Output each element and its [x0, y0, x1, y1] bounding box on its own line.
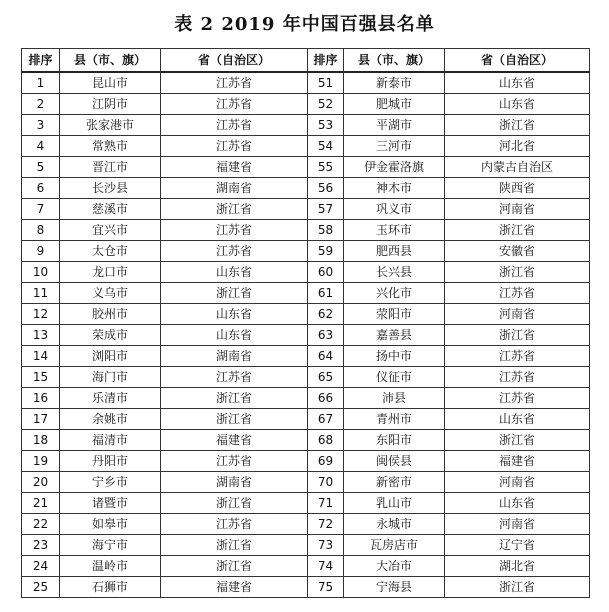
rank-cell: 11 [22, 283, 60, 304]
county-cell: 新密市 [344, 472, 445, 493]
county-cell: 扬中市 [344, 346, 445, 367]
county-cell: 海门市 [60, 367, 161, 388]
rank-cell: 24 [22, 556, 60, 577]
table-row [22, 451, 590, 472]
rank-cell: 60 [308, 262, 344, 283]
table-row [22, 72, 590, 94]
county-cell: 太仓市 [60, 241, 161, 262]
county-cell: 嘉善县 [344, 325, 445, 346]
rank-cell: 65 [308, 367, 344, 388]
rank-cell: 16 [22, 388, 60, 409]
county-cell: 长兴县 [344, 262, 445, 283]
rank-cell: 4 [22, 136, 60, 157]
province-cell: 浙江省 [161, 409, 308, 430]
province-cell: 山东省 [445, 409, 590, 430]
province-cell: 江苏省 [445, 388, 590, 409]
rank-cell: 58 [308, 220, 344, 241]
rank-cell: 23 [22, 535, 60, 556]
county-cell: 余姚市 [60, 409, 161, 430]
province-cell: 江苏省 [161, 241, 308, 262]
rank-cell: 10 [22, 262, 60, 283]
province-cell: 浙江省 [445, 115, 590, 136]
province-cell: 山东省 [445, 493, 590, 514]
county-cell: 宜兴市 [60, 220, 161, 241]
county-cell: 仪征市 [344, 367, 445, 388]
county-cell: 平湖市 [344, 115, 445, 136]
province-cell: 江苏省 [161, 115, 308, 136]
county-cell: 东阳市 [344, 430, 445, 451]
province-cell: 江苏省 [161, 72, 308, 94]
table-title: 表 2 2019 年中国百强县名单 [174, 14, 435, 35]
county-cell: 胶州市 [60, 304, 161, 325]
rank-cell: 53 [308, 115, 344, 136]
province-cell: 内蒙古自治区 [445, 157, 590, 178]
header-province-right: 省（自治区） [445, 49, 590, 73]
province-cell: 江苏省 [161, 220, 308, 241]
table-row [22, 94, 590, 115]
rank-cell: 5 [22, 157, 60, 178]
province-cell: 山东省 [161, 304, 308, 325]
province-cell: 山东省 [161, 262, 308, 283]
rank-cell: 1 [22, 72, 60, 94]
rank-cell: 9 [22, 241, 60, 262]
county-cell: 永城市 [344, 514, 445, 535]
rank-cell: 64 [308, 346, 344, 367]
table-row [22, 367, 590, 388]
province-cell: 浙江省 [445, 577, 590, 598]
province-cell: 浙江省 [161, 535, 308, 556]
province-cell: 江苏省 [161, 136, 308, 157]
rank-cell: 14 [22, 346, 60, 367]
rank-cell: 2 [22, 94, 60, 115]
table-row [22, 535, 590, 556]
county-cell: 长沙县 [60, 178, 161, 199]
county-cell: 如皋市 [60, 514, 161, 535]
county-cell: 宁乡市 [60, 472, 161, 493]
province-cell: 浙江省 [445, 220, 590, 241]
province-cell: 江苏省 [161, 94, 308, 115]
county-cell: 瓦房店市 [344, 535, 445, 556]
rank-cell: 18 [22, 430, 60, 451]
province-cell: 河南省 [445, 472, 590, 493]
county-cell: 乐清市 [60, 388, 161, 409]
province-cell: 福建省 [161, 157, 308, 178]
county-cell: 宁海县 [344, 577, 445, 598]
rank-cell: 13 [22, 325, 60, 346]
rank-cell: 72 [308, 514, 344, 535]
rank-cell: 17 [22, 409, 60, 430]
rank-cell: 12 [22, 304, 60, 325]
rank-cell: 6 [22, 178, 60, 199]
table-row [22, 472, 590, 493]
county-cell: 海宁市 [60, 535, 161, 556]
county-cell: 福清市 [60, 430, 161, 451]
county-cell: 神木市 [344, 178, 445, 199]
table-row [22, 304, 590, 325]
province-cell: 辽宁省 [445, 535, 590, 556]
rank-cell: 8 [22, 220, 60, 241]
province-cell: 浙江省 [161, 283, 308, 304]
county-cell: 龙口市 [60, 262, 161, 283]
rank-cell: 70 [308, 472, 344, 493]
rank-cell: 25 [22, 577, 60, 598]
rank-cell: 75 [308, 577, 344, 598]
table-row [22, 136, 590, 157]
province-cell: 江苏省 [161, 451, 308, 472]
province-cell: 浙江省 [161, 493, 308, 514]
table-row [22, 556, 590, 577]
county-cell: 荣成市 [60, 325, 161, 346]
province-cell: 福建省 [161, 577, 308, 598]
county-cell: 大冶市 [344, 556, 445, 577]
province-cell: 山东省 [445, 72, 590, 94]
province-cell: 湖南省 [161, 346, 308, 367]
county-cell: 青州市 [344, 409, 445, 430]
rank-cell: 22 [22, 514, 60, 535]
province-cell: 河南省 [445, 304, 590, 325]
rank-cell: 15 [22, 367, 60, 388]
province-cell: 浙江省 [445, 325, 590, 346]
province-cell: 浙江省 [161, 388, 308, 409]
rank-cell: 61 [308, 283, 344, 304]
rank-cell: 20 [22, 472, 60, 493]
rank-cell: 21 [22, 493, 60, 514]
rank-cell: 3 [22, 115, 60, 136]
province-cell: 福建省 [161, 430, 308, 451]
province-cell: 湖北省 [445, 556, 590, 577]
ranking-table [21, 48, 590, 598]
province-cell: 湖南省 [161, 472, 308, 493]
county-cell: 沛县 [344, 388, 445, 409]
province-cell: 河南省 [445, 514, 590, 535]
table-row [22, 199, 590, 220]
province-cell: 安徽省 [445, 241, 590, 262]
county-cell: 义乌市 [60, 283, 161, 304]
province-cell: 江苏省 [445, 283, 590, 304]
province-cell: 江苏省 [161, 367, 308, 388]
county-cell: 常熟市 [60, 136, 161, 157]
county-cell: 三河市 [344, 136, 445, 157]
county-cell: 石狮市 [60, 577, 161, 598]
table-row [22, 493, 590, 514]
county-cell: 温岭市 [60, 556, 161, 577]
rank-cell: 56 [308, 178, 344, 199]
county-cell: 昆山市 [60, 72, 161, 94]
table-row [22, 115, 590, 136]
province-cell: 浙江省 [161, 556, 308, 577]
table-row [22, 283, 590, 304]
table-row [22, 409, 590, 430]
table-row [22, 262, 590, 283]
county-cell: 巩义市 [344, 199, 445, 220]
county-cell: 兴化市 [344, 283, 445, 304]
province-cell: 河北省 [445, 136, 590, 157]
rank-cell: 67 [308, 409, 344, 430]
header-county-right: 县（市、旗） [344, 49, 445, 73]
county-cell: 张家港市 [60, 115, 161, 136]
table-row [22, 346, 590, 367]
rank-cell: 55 [308, 157, 344, 178]
rank-cell: 51 [308, 72, 344, 94]
rank-cell: 74 [308, 556, 344, 577]
rank-cell: 59 [308, 241, 344, 262]
county-cell: 肥城市 [344, 94, 445, 115]
header-row [22, 49, 590, 73]
table-row [22, 220, 590, 241]
rank-cell: 62 [308, 304, 344, 325]
county-cell: 晋江市 [60, 157, 161, 178]
table-row [22, 157, 590, 178]
table-row [22, 430, 590, 451]
county-cell: 江阴市 [60, 94, 161, 115]
table-row [22, 388, 590, 409]
table-row [22, 577, 590, 598]
rank-cell: 68 [308, 430, 344, 451]
table-row [22, 178, 590, 199]
rank-cell: 7 [22, 199, 60, 220]
table-row [22, 325, 590, 346]
province-cell: 江苏省 [161, 514, 308, 535]
header-rank-left: 排序 [22, 49, 60, 73]
province-cell: 湖南省 [161, 178, 308, 199]
county-cell: 慈溪市 [60, 199, 161, 220]
rank-cell: 69 [308, 451, 344, 472]
county-cell: 丹阳市 [60, 451, 161, 472]
county-cell: 玉环市 [344, 220, 445, 241]
header-rank-right: 排序 [308, 49, 344, 73]
rank-cell: 71 [308, 493, 344, 514]
county-cell: 诸暨市 [60, 493, 161, 514]
table-row [22, 241, 590, 262]
province-cell: 福建省 [445, 451, 590, 472]
header-province-left: 省（自治区） [161, 49, 308, 73]
province-cell: 浙江省 [445, 262, 590, 283]
county-cell: 新泰市 [344, 72, 445, 94]
province-cell: 江苏省 [445, 367, 590, 388]
province-cell: 浙江省 [445, 430, 590, 451]
rank-cell: 73 [308, 535, 344, 556]
rank-cell: 66 [308, 388, 344, 409]
rank-cell: 57 [308, 199, 344, 220]
province-cell: 江苏省 [445, 346, 590, 367]
rank-cell: 63 [308, 325, 344, 346]
province-cell: 河南省 [445, 199, 590, 220]
province-cell: 山东省 [445, 94, 590, 115]
table-row [22, 514, 590, 535]
county-cell: 闽侯县 [344, 451, 445, 472]
county-cell: 浏阳市 [60, 346, 161, 367]
rank-cell: 54 [308, 136, 344, 157]
county-cell: 伊金霍洛旗 [344, 157, 445, 178]
county-cell: 肥西县 [344, 241, 445, 262]
header-county-left: 县（市、旗） [60, 49, 161, 73]
province-cell: 浙江省 [161, 199, 308, 220]
province-cell: 山东省 [161, 325, 308, 346]
table-body [22, 72, 590, 598]
rank-cell: 52 [308, 94, 344, 115]
rank-cell: 19 [22, 451, 60, 472]
province-cell: 陕西省 [445, 178, 590, 199]
county-cell: 荥阳市 [344, 304, 445, 325]
county-cell: 乳山市 [344, 493, 445, 514]
